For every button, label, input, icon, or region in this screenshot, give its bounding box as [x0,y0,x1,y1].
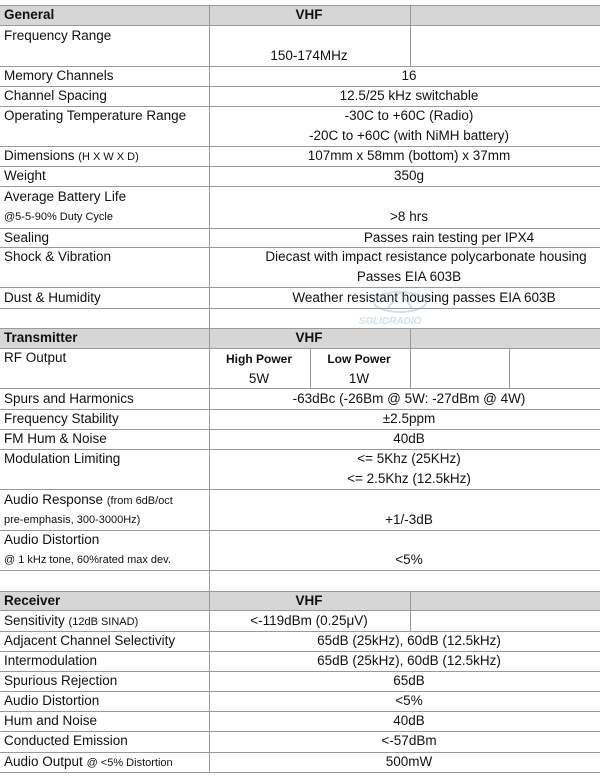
high-power-label: High Power [225,352,293,366]
tx-audio-distortion-sub-label: @ 1 kHz tone, 60%rated max dev. [4,554,171,566]
memory-channels-value: 16 [401,68,417,83]
receiver-vhf-column: VHF [295,593,323,608]
channel-spacing-label: Channel Spacing [4,88,107,103]
temperature-range-value-radio: -30C to +60C (Radio) [344,108,474,123]
receiver-header: Receiver [4,593,61,608]
audio-output-label: Audio Output @ <5% Distortion [4,754,173,769]
sensitivity-value: <-119dBm (0.25μV) [250,613,368,628]
general-header: General [4,7,55,22]
conducted-emission-value: <-57dBm [381,733,437,748]
svg-text:SOLIDRADIO: SOLIDRADIO [358,316,422,327]
frequency-stability-label: Frequency Stability [4,411,119,426]
intermodulation-label: Intermodulation [4,653,98,668]
shock-vibration-value-2: Passes EIA 603B [356,269,462,284]
hum-noise-value: 40dB [393,713,425,728]
frequency-stability-value: ±2.5ppm [382,411,436,426]
low-power-label: Low Power [327,352,391,366]
shock-vibration-value-1: Diecast with impact resistance polycarbonate housing [265,249,587,264]
dimensions-sub-label: (H X W X D) [78,151,139,163]
conducted-emission-label: Conducted Emission [4,733,128,748]
audio-response-label: Audio Response (from 6dB/oct [4,492,173,507]
memory-channels-label: Memory Channels [4,68,114,83]
audio-output-sub-label: @ <5% Distortion [86,757,173,769]
temperature-range-value-battery: -20C to +60C (with NiMH battery) [309,128,509,143]
fm-hum-noise-label: FM Hum & Noise [4,431,107,446]
tx-audio-distortion-value: <5% [395,552,423,567]
frequency-range-label: Frequency Range [4,28,112,43]
rx-audio-distortion-label: Audio Distortion [4,693,100,708]
dust-humidity-value: Weather resistant housing passes EIA 603B [292,290,556,305]
battery-life-value: >8 hrs [390,209,428,224]
high-power-value: 5W [248,371,270,386]
modulation-limiting-label: Modulation Limiting [4,451,121,466]
dimensions-label: Dimensions (H X W X D) [4,148,139,163]
spurious-rejection-label: Spurious Rejection [4,673,118,688]
sensitivity-label: Sensitivity (12dB SINAD) [4,613,139,628]
channel-spacing-value: 12.5/25 kHz switchable [339,88,479,103]
rx-audio-distortion-value: <5% [395,693,423,708]
battery-life-label: Average Battery Life [4,189,127,204]
adjacent-channel-value: 65dB (25kHz), 60dB (12.5kHz) [317,633,501,648]
dust-humidity-label: Dust & Humidity [4,290,101,305]
temperature-range-label: Operating Temperature Range [4,108,187,123]
weight-label: Weight [4,168,46,183]
battery-life-sub-label: @5-5-90% Duty Cycle [4,211,113,223]
spurs-harmonics-value: -63dBc (-26Bm @ 5W: -27dBm @ 4W) [292,391,526,406]
general-vhf-column: VHF [295,7,323,22]
rf-output-label: RF Output [4,350,67,365]
audio-response-value: +1/-3dB [385,512,433,527]
adjacent-channel-label: Adjacent Channel Selectivity [4,633,176,648]
modulation-limiting-value-125: <= 2.5Khz (12.5kHz) [347,471,471,486]
transmitter-vhf-column: VHF [295,330,323,345]
shock-vibration-label: Shock & Vibration [4,249,112,264]
spurs-harmonics-label: Spurs and Harmonics [4,391,134,406]
dimensions-value: 107mm x 58mm (bottom) x 37mm [307,148,511,163]
fm-hum-noise-value: 40dB [393,431,425,446]
frequency-range-value: 150-174MHz [270,48,348,63]
sealing-value: Passes rain testing per IPX4 [363,230,535,245]
transmitter-header: Transmitter [4,330,78,345]
weight-value: 350g [393,168,425,183]
tx-audio-distortion-label: Audio Distortion [4,532,100,547]
intermodulation-value: 65dB (25kHz), 60dB (12.5kHz) [317,653,501,668]
spurious-rejection-value: 65dB [393,673,425,688]
audio-response-sub-label-2: pre-emphasis, 300-3000Hz) [4,514,141,526]
low-power-value: 1W [348,371,370,386]
hum-noise-label: Hum and Noise [4,713,98,728]
modulation-limiting-value-25: <= 5Khz (25KHz) [357,451,461,466]
sealing-label: Sealing [4,230,50,245]
sensitivity-sub-label: (12dB SINAD) [68,616,139,628]
audio-output-value: 500mW [385,754,433,769]
audio-response-sub-label-1: (from 6dB/oct [106,495,173,507]
solidradio-watermark [330,288,450,328]
